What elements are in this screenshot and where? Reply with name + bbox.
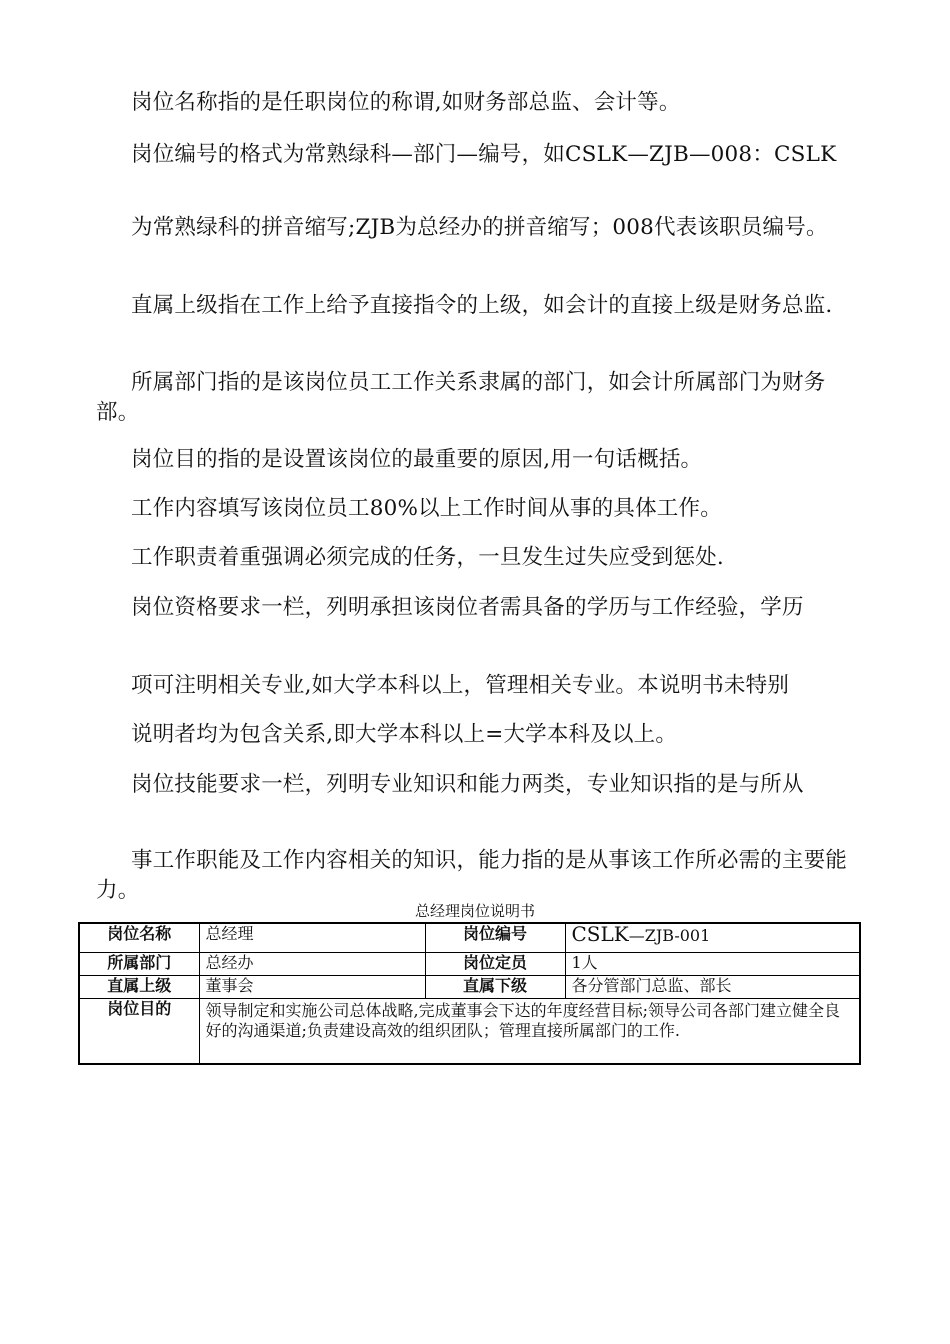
paragraph-position-code: 岗位编号的格式为常熟绿科—部门—编号，如CSLK—ZJB—008：CSLK — [131, 142, 837, 167]
table-row — [79, 953, 860, 976]
paragraph-position-name: 岗位名称指的是任职岗位的称谓,如财务部总监、会计等。 — [131, 90, 681, 115]
value-department: 总经办 — [199, 953, 425, 976]
table-row — [79, 923, 860, 953]
table-caption: 总经理岗位说明书 — [414, 902, 535, 920]
paragraph-position-purpose: 岗位目的指的是设置该岗位的最重要的原因,用一句话概括。 — [131, 447, 703, 472]
paragraph-inclusion-note: 说明者均为包含关系,即大学本科以上=大学本科及以上。 — [131, 722, 678, 747]
value-position-name: 总经理 — [199, 923, 425, 953]
paragraph-department: 所属部门指的是该岗位员工工作关系隶属的部门，如会计所属部门为财务部。 — [96, 370, 826, 425]
paragraph-work-duties: 工作职责着重强调必须完成的任务，一旦发生过失应受到惩处. — [131, 545, 724, 570]
job-description-table — [78, 922, 861, 1065]
value-direct-subordinate: 各分管部门总监、部长 — [565, 976, 860, 999]
paragraph-work-content: 工作内容填写该岗位员工80%以上工作时间从事的具体工作。 — [131, 496, 722, 521]
value-position-code — [565, 923, 860, 953]
value-position-purpose: 领导制定和实施公司总体战略,完成董事会下达的年度经营目标;领导公司各部门建立健全良好的沟通渠道;负责建设高效的组织团队；管理直接所属部门的工作. — [199, 999, 860, 1065]
paragraph-code-explanation: 为常熟绿科的拼音缩写;ZJB为总经办的拼音缩写；008代表该职员编号。 — [131, 215, 828, 240]
label-position-code: 岗位编号 — [425, 923, 565, 953]
label-direct-subordinate: 直属下级 — [425, 976, 565, 999]
paragraph-skills-cont: 事工作职能及工作内容相关的知识，能力指的是从事该工作所必需的主要能力。 — [96, 848, 848, 903]
label-headcount: 岗位定员 — [425, 953, 565, 976]
paragraph-qualification: 岗位资格要求一栏，列明承担该岗位者需具备的学历与工作经验，学历 — [131, 595, 804, 620]
value-direct-superior: 董事会 — [199, 976, 425, 999]
table-row — [79, 999, 860, 1065]
label-direct-superior: 直属上级 — [79, 976, 199, 999]
label-position-name: 岗位名称 — [79, 923, 199, 953]
paragraph-direct-superior: 直属上级指在工作上给予直接指令的上级，如会计的直接上级是财务总监. — [131, 293, 833, 318]
value-headcount: 1人 — [565, 953, 860, 976]
table-row — [79, 976, 860, 999]
position-code-suffix: —ZJB-001 — [628, 926, 711, 945]
label-position-purpose: 岗位目的 — [79, 999, 199, 1065]
label-department: 所属部门 — [79, 953, 199, 976]
paragraph-qualification-cont: 项可注明相关专业,如大学本科以上，管理相关专业。本说明书未特别 — [131, 673, 790, 698]
paragraph-skills: 岗位技能要求一栏，列明专业知识和能力两类，专业知识指的是与所从 — [131, 772, 804, 797]
position-code-prefix: CSLK — [571, 922, 629, 946]
